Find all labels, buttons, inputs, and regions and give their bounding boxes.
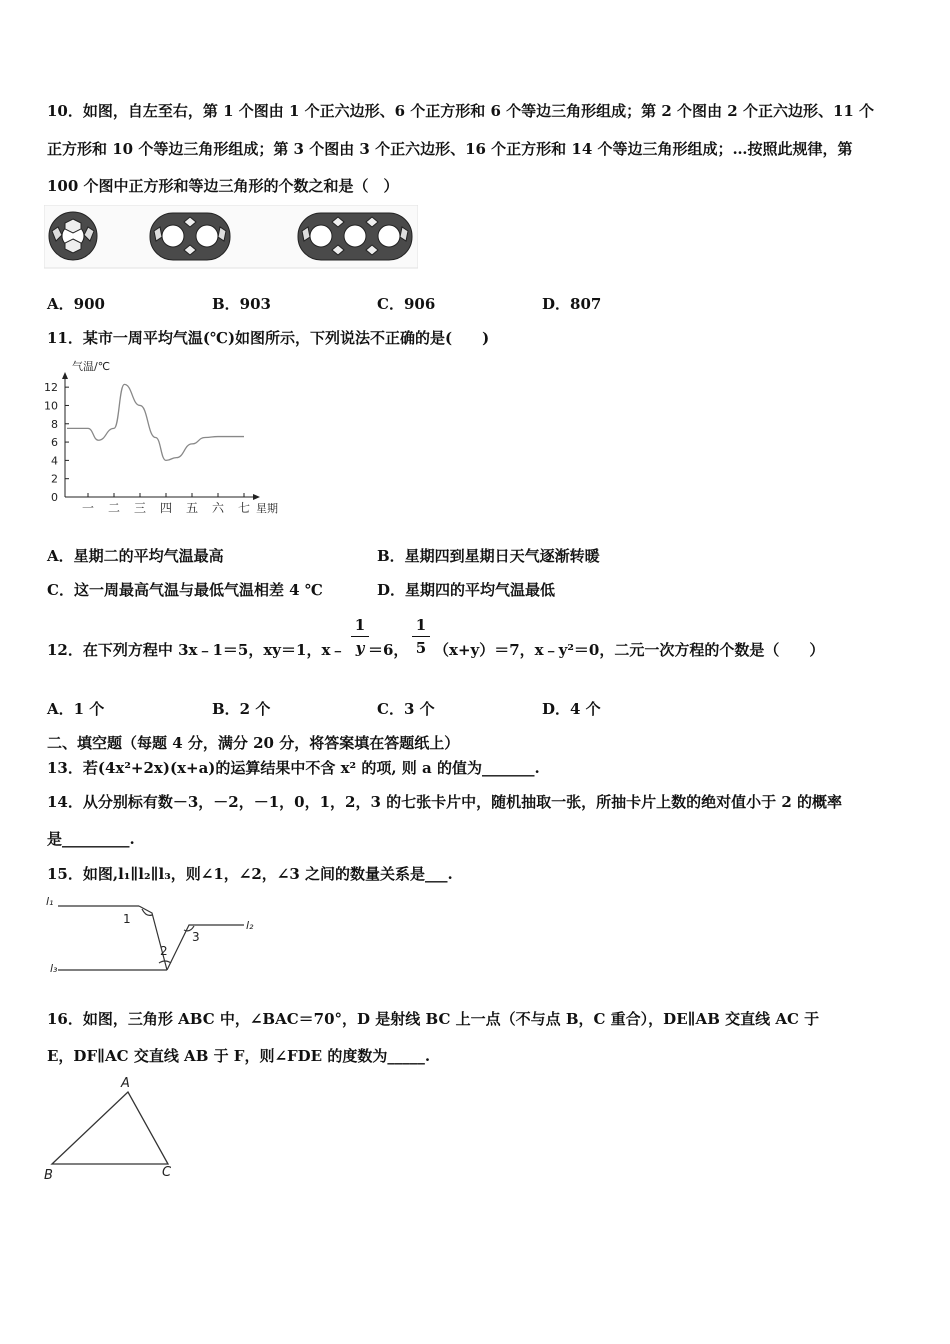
q10-line2: 正方形和 10 个等边三角形组成；第 3 个图由 3 个正六边形、16 个正方形和 14 个等边三角形组成；…按照此规律，第 <box>47 140 853 158</box>
y-tick-label: 10 <box>44 399 58 413</box>
q12-option-d: D．4 个 <box>542 700 601 718</box>
label-l3: l₃ <box>50 962 58 975</box>
q11-option-b: B．星期四到星期日天气逐渐转暖 <box>377 547 600 565</box>
y-tick-label: 12 <box>44 381 58 395</box>
label-l1: l₁ <box>46 895 54 908</box>
vertex-a-label: A <box>121 1076 130 1091</box>
vertex-b-label: B <box>44 1168 53 1183</box>
q14-line2: 是_________. <box>47 830 135 848</box>
angle-2-label: 2 <box>160 944 168 958</box>
temperature-series-line <box>67 384 244 460</box>
q12-frac1-numerator: 1 <box>354 616 366 634</box>
label-l2: l₂ <box>246 919 254 932</box>
y-axis-label: 气温/℃ <box>72 360 111 373</box>
q16-line2: E，DF∥AC 交直线 AB 于 F，则∠FDE 的度数为_____. <box>47 1047 431 1065</box>
q12-option-b: B．2 个 <box>212 700 271 718</box>
q12-frac1-denominator: y <box>355 639 365 657</box>
q12-suffix: （x+y）＝7，x﹣y²＝0，二元一次方程的个数是（ ） <box>434 641 825 659</box>
y-axis-arrow <box>62 372 68 379</box>
q12-prefix: 12．在下列方程中 3x﹣1＝5，xy＝1，x﹣ <box>47 641 346 659</box>
q10-line3: 100 个图中正方形和等边三角形的个数之和是（ ） <box>47 177 399 195</box>
q15-stem: 15．如图,l₁∥l₂∥l₃，则∠1，∠2，∠3 之间的数量关系是___. <box>47 865 453 883</box>
q10-option-d: D．807 <box>542 295 602 313</box>
y-tick-label: 4 <box>51 454 58 468</box>
x-tick-label: 七 <box>237 501 251 515</box>
x-axis-arrow <box>253 494 260 500</box>
q12-frac2-numerator: 1 <box>415 616 427 634</box>
y-tick-label: 0 <box>51 491 58 504</box>
pattern-2 <box>150 213 230 260</box>
q15-parallel-lines-figure <box>44 893 264 985</box>
q12-frac2-denominator: 5 <box>415 639 427 657</box>
pattern-1 <box>49 212 97 260</box>
q10-option-b: B．903 <box>212 295 271 313</box>
y-tick-label: 8 <box>51 417 58 431</box>
angle-1-label: 1 <box>123 912 131 926</box>
q12-option-c: C．3 个 <box>377 700 435 718</box>
x-tick-label: 二 <box>107 501 121 515</box>
x-tick-label: 五 <box>185 501 199 515</box>
y-tick-label: 6 <box>51 436 58 450</box>
x-tick-label: 四 <box>159 501 173 515</box>
q11-temperature-chart <box>40 352 290 517</box>
q12-fraction-1-over-y <box>351 616 369 657</box>
q11-option-a: A．星期二的平均气温最高 <box>47 547 224 565</box>
y-tick-label: 2 <box>51 472 58 486</box>
q11-option-c: C．这一周最高气温与最低气温相差 4 ℃ <box>47 581 323 599</box>
section-2-heading: 二、填空题（每题 4 分，满分 20 分，将答案填在答题纸上） <box>47 734 460 752</box>
angle-3-label: 3 <box>192 930 200 944</box>
x-tick-label: 一 <box>81 501 95 515</box>
q11-stem: 11．某市一周平均气温(℃)如图所示，下列说法不正确的是( ) <box>47 329 490 347</box>
q16-triangle-figure <box>40 1072 190 1187</box>
q16-line1: 16．如图，三角形 ABC 中，∠BAC＝70°，D 是射线 BC 上一点（不与点 B，C 重合），DE∥AB 交直线 AC 于 <box>47 1010 820 1028</box>
q12-mid: ＝6， <box>368 641 409 659</box>
x-tick-label: 六 <box>211 501 225 515</box>
q12-option-a: A．1 个 <box>47 700 105 718</box>
x-axis-label: 星期 <box>256 502 278 515</box>
x-tick-label: 三 <box>133 501 147 515</box>
q14-line1: 14．从分别标有数－3，－2，－1，0，1，2，3 的七张卡片中，随机抽取一张，所抽卡片上数的绝对值小于 2 的概率 <box>47 793 843 811</box>
q10-hexagon-pattern-figure <box>44 205 418 269</box>
q10-option-c: C．906 <box>377 295 436 313</box>
pattern-3 <box>298 213 412 260</box>
vertex-c-label: C <box>162 1165 172 1180</box>
q10-option-a: A．900 <box>47 295 105 313</box>
q11-option-d: D．星期四的平均气温最低 <box>377 581 556 599</box>
q12-fraction-1-over-5 <box>412 616 430 657</box>
q13-text: 13．若(4x²+2x)(x+a)的运算结果中不含 x² 的项, 则 a 的值为_______. <box>47 759 540 777</box>
q10-line1: 10．如图，自左至右，第 1 个图由 1 个正六边形、6 个正方形和 6 个等边三角形组成；第 2 个图由 2 个正六边形、11 个 <box>47 102 875 120</box>
